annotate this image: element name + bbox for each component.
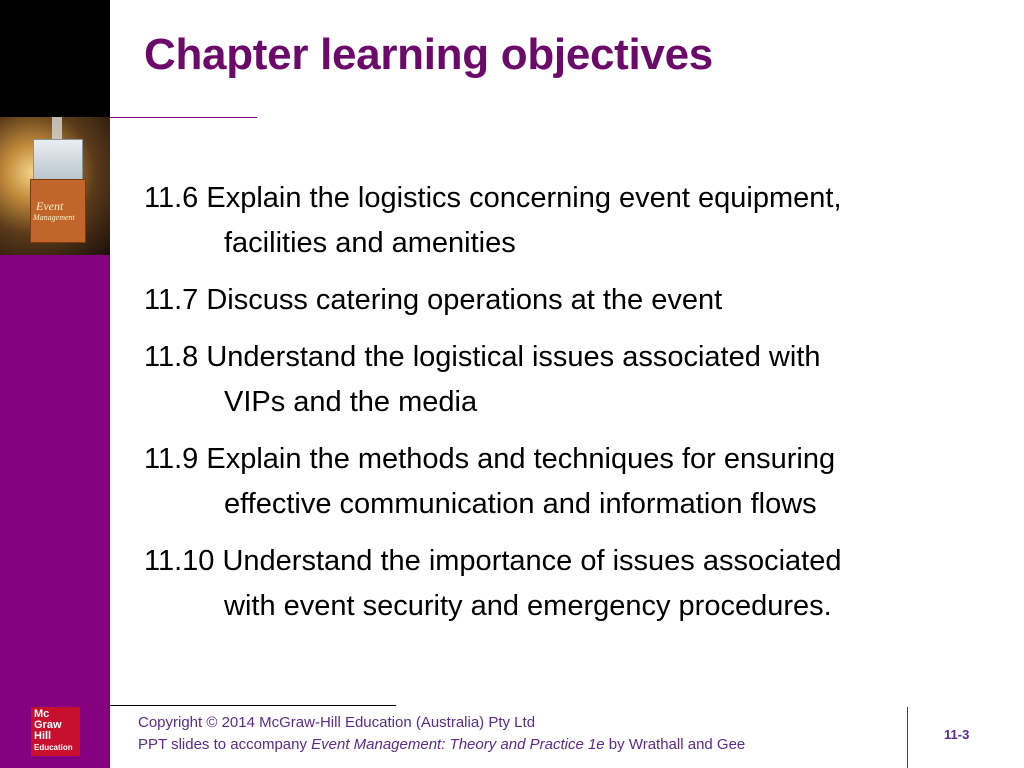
objectives-list — [144, 176, 1004, 641]
objective-text-continued: VIPs and the media — [224, 386, 478, 418]
objective-text: 11.7 Discuss catering operations at the event — [144, 284, 723, 316]
footer-rule — [110, 705, 396, 706]
cover-subtitle: Management — [33, 213, 75, 222]
slide-title: Chapter learning objectives — [144, 30, 713, 79]
objective-text-continued: with event security and emergency procedures. — [224, 590, 832, 622]
logo-text-education: Education — [34, 743, 73, 752]
objective-text-continued: facilities and amenities — [224, 227, 516, 259]
ppt-suffix: by Wrathall and Gee — [604, 736, 746, 753]
book-cover-image — [0, 117, 110, 255]
title-underline — [110, 117, 257, 118]
logo-text-mc: Mc — [34, 708, 50, 720]
logo-text-graw: Graw — [34, 719, 62, 731]
sidebar-purple-block — [0, 255, 110, 768]
badge-graphic — [33, 139, 83, 181]
footer-divider — [907, 707, 908, 768]
objective-text-continued: effective communication and information flows — [224, 488, 817, 520]
copyright-notice: Copyright © 2014 McGraw-Hill Education (Australia) Pty Ltd — [138, 714, 536, 731]
objective-item — [144, 335, 1004, 425]
objective-text: 11.10 Understand the importance of issues associated — [144, 545, 842, 577]
lanyard-graphic — [52, 117, 62, 141]
slide-number: 11-3 — [944, 727, 970, 742]
book-title: Event Management: Theory and Practice 1e — [311, 736, 605, 753]
objective-item — [144, 437, 1004, 527]
objective-text: 11.6 Explain the logistics concerning event equipment, — [144, 182, 842, 214]
ppt-attribution — [138, 736, 745, 753]
objective-text: 11.9 Explain the methods and techniques for ensuring — [144, 443, 836, 475]
mcgraw-hill-logo — [31, 707, 80, 756]
logo-text-hill: Hill — [34, 730, 52, 742]
objective-item — [144, 278, 1004, 323]
objective-item — [144, 539, 1004, 629]
ppt-prefix: PPT slides to accompany — [138, 736, 312, 753]
cover-title: Event — [36, 199, 64, 213]
sidebar-black-block — [0, 0, 110, 117]
objective-text: 11.8 Understand the logistical issues associated with — [144, 341, 821, 373]
objective-item — [144, 176, 1004, 266]
